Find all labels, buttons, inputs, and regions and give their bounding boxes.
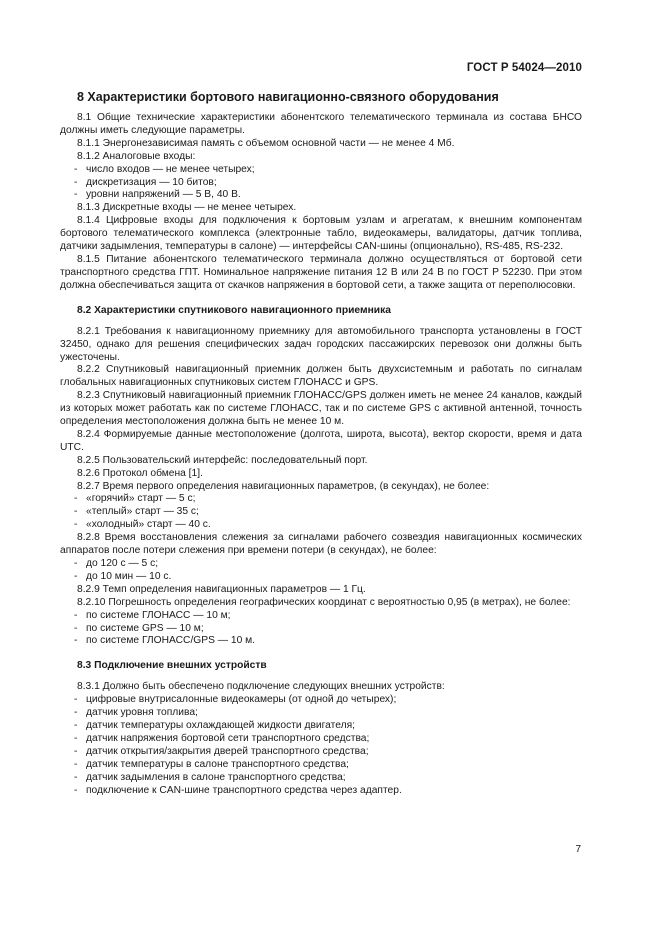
section-8-2-title: 8.2 Характеристики спутникового навигационного приемника bbox=[77, 304, 391, 316]
page-number: 7 bbox=[575, 844, 581, 855]
paragraph-8-1-4: 8.1.4 Цифровые входы для подключения к бортовым узлам и агрегатам, к внешним компонентам бортового телематического комплекса (электронные табло, видеокамеры, валидаторы, датчик топлива, датчики задымления, температуры в салоне) — интерфейсы CAN-шины (опционально), RS-485, RS-232. bbox=[60, 215, 582, 253]
list-item: - датчик открытия/закрытия дверей транспортного средства; bbox=[74, 745, 369, 757]
list-item: - по системе GPS — 10 м; bbox=[74, 622, 204, 634]
paragraph-8-2-8: 8.2.8 Время восстановления слежения за сигналами рабочего созвездия навигационных космических аппаратов после потери слежения при времени потери (в секундах), не более: bbox=[60, 532, 582, 557]
list-item: - до 120 с — 5 с; bbox=[74, 558, 159, 569]
list-item: - «горячий» старт — 5 с; bbox=[74, 493, 196, 505]
document-header-id: ГОСТ Р 54024—2010 bbox=[466, 62, 582, 74]
paragraph-8-1: 8.1 Общие технические характеристики абонентского телематического терминала из состава БНСО должны иметь следующие параметры. bbox=[60, 112, 582, 136]
paragraph-8-1-1: 8.1.1 Энергонезависимая память с объемом основной части — не менее 4 Мб. bbox=[77, 137, 455, 149]
list-item: - датчик уровня топлива; bbox=[74, 707, 198, 719]
list-item: - «холодный» старт — 40 с. bbox=[74, 519, 211, 531]
paragraph-8-2-6: 8.2.6 Протокол обмена [1]. bbox=[77, 467, 203, 479]
paragraph-8-1-3: 8.1.3 Дискретные входы — не менее четырех. bbox=[77, 202, 297, 214]
list-item: - дискретизация — 10 битов; bbox=[74, 176, 217, 188]
list-item: - датчик задымления в салоне транспортного средства; bbox=[74, 771, 346, 783]
paragraph-8-2-9: 8.2.9 Темп определения навигационных параметров — 1 Гц. bbox=[77, 583, 366, 595]
paragraph-8-3-1: 8.3.1 Должно быть обеспечено подключение следующих внешних устройств: bbox=[77, 681, 445, 693]
paragraph-8-2-3: 8.2.3 Спутниковый навигационный приемник ГЛОНАСС/GPS должен иметь не менее 24 каналов, каждый из которых может работать как по системе ГЛОНАСС, так и по системе GPS с активной антенной, точность определения местоположения должна быть не менее 10 м. bbox=[60, 390, 582, 428]
list-item: - до 10 мин — 10 с. bbox=[74, 570, 172, 582]
list-item: - «теплый» старт — 35 с; bbox=[74, 506, 199, 518]
paragraph-8-1-2: 8.1.2 Аналоговые входы: bbox=[77, 150, 196, 162]
paragraph-8-2-7: 8.2.7 Время первого определения навигационных параметров, (в секундах), не более: bbox=[77, 480, 490, 492]
list-item: - датчик температуры в салоне транспортного средства; bbox=[74, 758, 349, 770]
list-item: - датчик напряжения бортовой сети транспортного средства; bbox=[74, 732, 370, 744]
list-item: - по системе ГЛОНАСС/GPS — 10 м. bbox=[74, 635, 256, 647]
list-item: - подключение к CAN-шине транспортного средства через адаптер. bbox=[74, 784, 402, 796]
list-item: - уровни напряжений — 5 В, 40 В. bbox=[74, 189, 241, 201]
list-item: - датчик температуры охлаждающей жидкости двигателя; bbox=[74, 720, 355, 732]
section-8-3-title: 8.3 Подключение внешних устройств bbox=[77, 660, 267, 672]
paragraph-8-2-4: 8.2.4 Формируемые данные местоположение (долгота, широта, высота), вектор скорости, время и дата UTC. bbox=[60, 428, 582, 453]
list-item: - цифровые внутрисалонные видеокамеры (от одной до четырех); bbox=[74, 694, 397, 706]
document-body bbox=[60, 89, 582, 798]
paragraph-8-2-1: 8.2.1 Требования к навигационному приемнику для автомобильного транспорта установлены в ГОСТ 32450, однако для решения специфических задач городских пассажирских перевозок они должны быть ужесточены. bbox=[60, 325, 582, 363]
paragraph-8-1-5: 8.1.5 Питание абонентского телематического терминала должно осуществляться от бортовой сети транспортного средства ГПТ. Номинальное напряжение питания 12 В или 24 В по ГОСТ Р 52230. При этом должна обеспечиваться защита от скачков напряжения в бортовой сети, а также защита от переполюсовки. bbox=[60, 253, 582, 291]
paragraph-8-2-2: 8.2.2 Спутниковый навигационный приемник должен быть двухсистемным и работать по сигналам глобальных навигационных спутниковых систем ГЛОНАСС и GPS. bbox=[60, 364, 582, 389]
paragraph-8-2-5: 8.2.5 Пользовательский интерфейс: последовательный порт. bbox=[77, 454, 368, 466]
list-item: - по системе ГЛОНАСС — 10 м; bbox=[74, 609, 231, 621]
list-item: - число входов — не менее четырех; bbox=[74, 163, 255, 175]
paragraph-8-2-10: 8.2.10 Погрешность определения географических координат с вероятностью 0,95 (в метрах), не более: bbox=[77, 596, 571, 608]
section-8-title: 8 Характеристики бортового навигационно-связного оборудования bbox=[77, 90, 499, 104]
